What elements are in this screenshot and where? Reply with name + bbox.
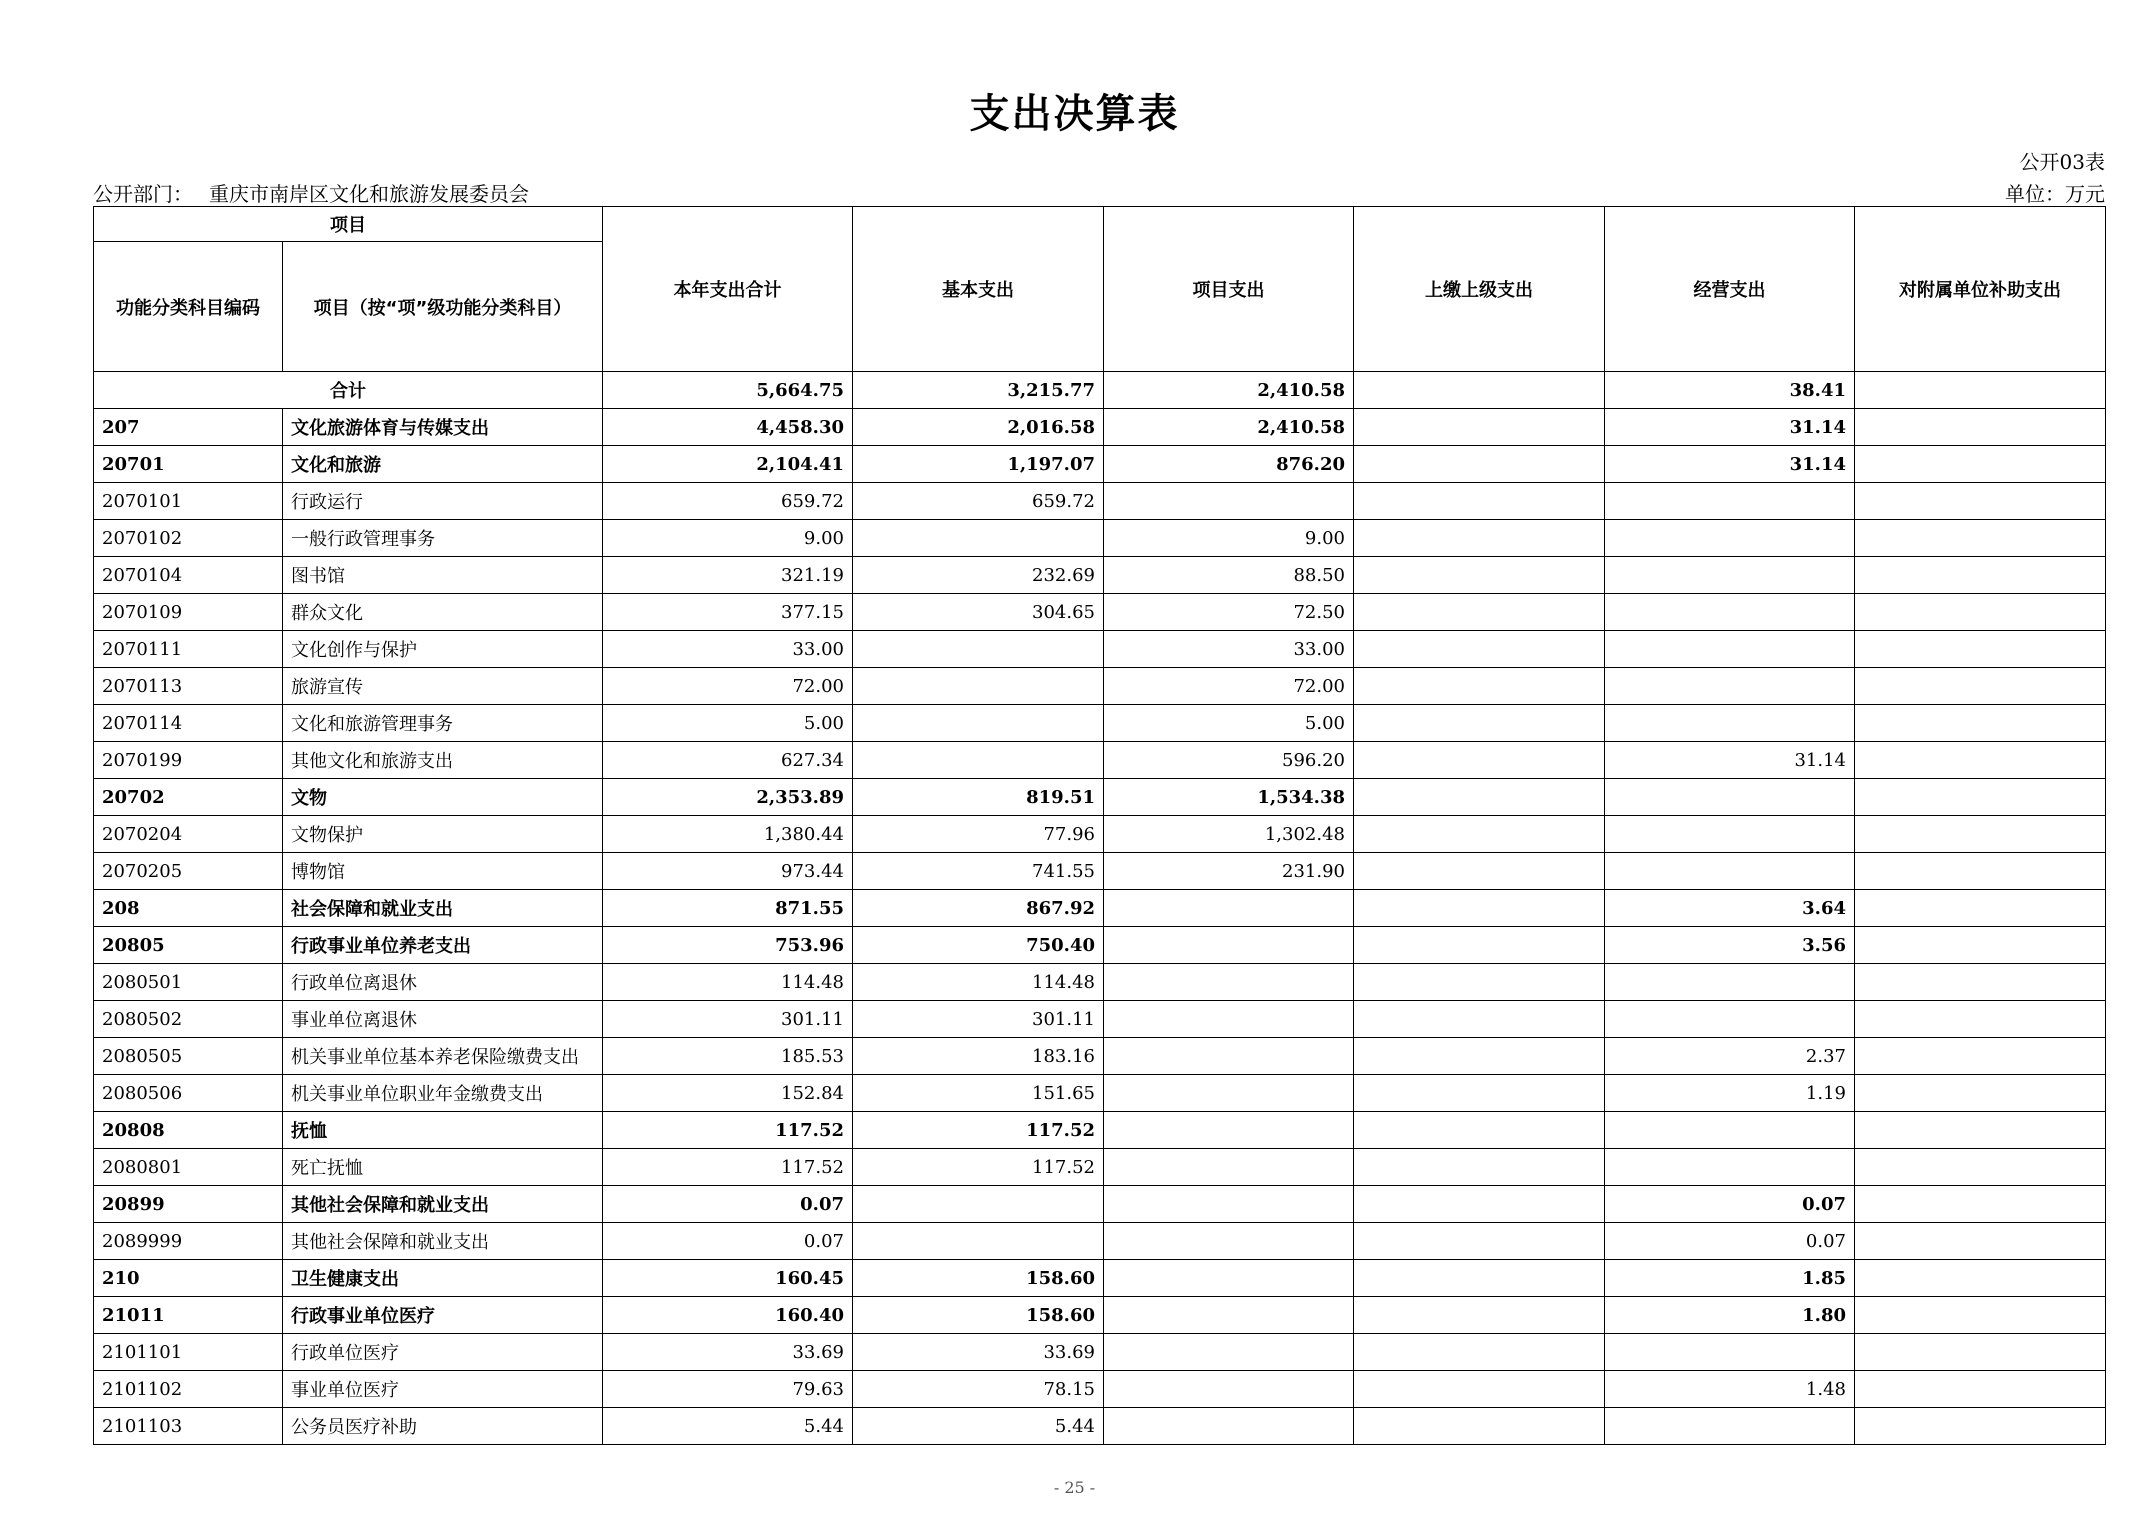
code-cell: 2080505 (94, 1038, 283, 1075)
table-row (94, 890, 2106, 927)
subsidy-cell (1855, 1334, 2106, 1371)
table-row (94, 779, 2106, 816)
total-cell: 5.44 (603, 1408, 853, 1445)
total-cell: 185.53 (603, 1038, 853, 1075)
total-cell: 72.00 (603, 668, 853, 705)
total-cell: 301.11 (603, 1001, 853, 1038)
name-cell: 其他文化和旅游支出 (283, 742, 603, 779)
basic-cell: 33.69 (853, 1334, 1104, 1371)
name-cell: 文物保护 (283, 816, 603, 853)
business-cell (1605, 816, 1855, 853)
business-cell (1605, 1334, 1855, 1371)
code-cell: 20808 (94, 1112, 283, 1149)
total-cell: 117.52 (603, 1149, 853, 1186)
business-cell: 3.56 (1605, 927, 1855, 964)
total-cell: 4,458.30 (603, 409, 853, 446)
code-cell: 2070114 (94, 705, 283, 742)
business-cell: 31.14 (1605, 446, 1855, 483)
project-cell (1104, 1001, 1354, 1038)
name-cell: 其他社会保障和就业支出 (283, 1223, 603, 1260)
remit-cell (1354, 1408, 1605, 1445)
expenditure-table (93, 206, 2106, 1445)
subsidy-cell (1855, 1408, 2106, 1445)
header-code: 功能分类科目编码 (94, 242, 283, 372)
basic-cell: 741.55 (853, 853, 1104, 890)
name-cell: 博物馆 (283, 853, 603, 890)
department-line (93, 178, 529, 207)
subsidy-cell (1855, 705, 2106, 742)
code-cell: 20899 (94, 1186, 283, 1223)
remit-cell (1354, 520, 1605, 557)
remit-cell (1354, 853, 1605, 890)
project-cell: 9.00 (1104, 520, 1354, 557)
name-cell: 文化和旅游管理事务 (283, 705, 603, 742)
name-cell: 其他社会保障和就业支出 (283, 1186, 603, 1223)
code-cell: 2101103 (94, 1408, 283, 1445)
table-row (94, 1297, 2106, 1334)
total-cell: 117.52 (603, 1112, 853, 1149)
department-name: 重庆市南岸区文化和旅游发展委员会 (209, 182, 529, 206)
project-cell (1104, 1075, 1354, 1112)
code-cell: 2080801 (94, 1149, 283, 1186)
subsidy-cell (1855, 1149, 2106, 1186)
name-cell: 社会保障和就业支出 (283, 890, 603, 927)
subsidy-cell (1855, 557, 2106, 594)
name-cell: 旅游宣传 (283, 668, 603, 705)
remit-cell (1354, 1371, 1605, 1408)
total-cell: 2,353.89 (603, 779, 853, 816)
subsidy-cell (1855, 1223, 2106, 1260)
remit-cell (1354, 1112, 1605, 1149)
subsidy-cell (1855, 853, 2106, 890)
basic-cell: 158.60 (853, 1260, 1104, 1297)
subsidy-cell (1855, 594, 2106, 631)
basic-cell: 304.65 (853, 594, 1104, 631)
basic-cell: 158.60 (853, 1297, 1104, 1334)
table-row (94, 1149, 2106, 1186)
basic-cell (853, 742, 1104, 779)
subsidy-cell (1855, 409, 2106, 446)
basic-cell (853, 668, 1104, 705)
table-row (94, 1223, 2106, 1260)
remit-cell (1354, 742, 1605, 779)
subsidy-cell (1855, 964, 2106, 1001)
total-cell: 377.15 (603, 594, 853, 631)
total-cell: 2,104.41 (603, 446, 853, 483)
basic-cell: 77.96 (853, 816, 1104, 853)
table-row (94, 853, 2106, 890)
project-cell (1104, 964, 1354, 1001)
code-cell: 2101101 (94, 1334, 283, 1371)
total-label: 合计 (94, 372, 603, 409)
remit-cell (1354, 816, 1605, 853)
business-cell (1605, 964, 1855, 1001)
header-remit: 上缴上级支出 (1354, 207, 1605, 372)
project-cell: 1,302.48 (1104, 816, 1354, 853)
code-cell: 20701 (94, 446, 283, 483)
business-cell: 3.64 (1605, 890, 1855, 927)
code-cell: 2080506 (94, 1075, 283, 1112)
total-cell: 33.69 (603, 1334, 853, 1371)
subsidy-cell (1855, 890, 2106, 927)
table-row (94, 964, 2106, 1001)
table-row (94, 520, 2106, 557)
business-cell (1605, 668, 1855, 705)
remit-cell (1354, 1038, 1605, 1075)
table-row (94, 705, 2106, 742)
name-cell: 卫生健康支出 (283, 1260, 603, 1297)
project-cell (1104, 1223, 1354, 1260)
total-cell: 114.48 (603, 964, 853, 1001)
code-cell: 2070109 (94, 594, 283, 631)
header-total: 本年支出合计 (603, 207, 853, 372)
table-row (94, 557, 2106, 594)
project-cell: 88.50 (1104, 557, 1354, 594)
name-cell: 文化创作与保护 (283, 631, 603, 668)
business-cell: 0.07 (1605, 1186, 1855, 1223)
code-cell: 210 (94, 1260, 283, 1297)
business-cell: 1.85 (1605, 1260, 1855, 1297)
header-project: 项目 (94, 207, 603, 242)
total-cell: 0.07 (603, 1186, 853, 1223)
table-row (94, 1001, 2106, 1038)
project-cell (1104, 1112, 1354, 1149)
total-row (94, 372, 2106, 409)
table-row (94, 668, 2106, 705)
header-name: 项目（按“项”级功能分类科目） (283, 242, 603, 372)
business-cell (1605, 1112, 1855, 1149)
code-cell: 2080502 (94, 1001, 283, 1038)
remit-cell (1354, 927, 1605, 964)
project-cell (1104, 1334, 1354, 1371)
basic-cell: 5.44 (853, 1408, 1104, 1445)
code-cell: 20702 (94, 779, 283, 816)
business-cell: 38.41 (1605, 372, 1855, 409)
table-row (94, 1038, 2106, 1075)
remit-cell (1354, 1001, 1605, 1038)
remit-cell (1354, 446, 1605, 483)
project-cell (1104, 1186, 1354, 1223)
remit-cell (1354, 594, 1605, 631)
basic-cell: 1,197.07 (853, 446, 1104, 483)
subsidy-cell (1855, 779, 2106, 816)
table-row (94, 409, 2106, 446)
basic-cell: 659.72 (853, 483, 1104, 520)
subsidy-cell (1855, 816, 2106, 853)
table-row (94, 1112, 2106, 1149)
total-cell: 79.63 (603, 1371, 853, 1408)
header-basic: 基本支出 (853, 207, 1104, 372)
subsidy-cell (1855, 742, 2106, 779)
subsidy-cell (1855, 1038, 2106, 1075)
project-cell: 72.00 (1104, 668, 1354, 705)
basic-cell (853, 1223, 1104, 1260)
basic-cell: 78.15 (853, 1371, 1104, 1408)
name-cell: 机关事业单位基本养老保险缴费支出 (283, 1038, 603, 1075)
project-cell: 33.00 (1104, 631, 1354, 668)
business-cell: 31.14 (1605, 409, 1855, 446)
name-cell: 行政单位离退休 (283, 964, 603, 1001)
name-cell: 行政事业单位养老支出 (283, 927, 603, 964)
name-cell: 行政运行 (283, 483, 603, 520)
basic-cell: 3,215.77 (853, 372, 1104, 409)
project-cell (1104, 1371, 1354, 1408)
total-cell: 753.96 (603, 927, 853, 964)
remit-cell (1354, 631, 1605, 668)
code-cell: 2101102 (94, 1371, 283, 1408)
project-cell: 5.00 (1104, 705, 1354, 742)
business-cell: 1.48 (1605, 1371, 1855, 1408)
remit-cell (1354, 1149, 1605, 1186)
name-cell: 事业单位离退休 (283, 1001, 603, 1038)
basic-cell: 2,016.58 (853, 409, 1104, 446)
basic-cell (853, 705, 1104, 742)
subsidy-cell (1855, 520, 2106, 557)
project-cell: 876.20 (1104, 446, 1354, 483)
table-row (94, 1260, 2106, 1297)
total-cell: 9.00 (603, 520, 853, 557)
project-cell (1104, 1149, 1354, 1186)
basic-cell: 151.65 (853, 1075, 1104, 1112)
table-row (94, 1408, 2106, 1445)
table-row (94, 927, 2106, 964)
basic-cell (853, 631, 1104, 668)
total-cell: 33.00 (603, 631, 853, 668)
report-title: 支出决算表 (969, 91, 1180, 137)
business-cell (1605, 705, 1855, 742)
subsidy-cell (1855, 372, 2106, 409)
business-cell: 1.19 (1605, 1075, 1855, 1112)
header-subsidy: 对附属单位补助支出 (1855, 207, 2106, 372)
remit-cell (1354, 409, 1605, 446)
total-cell: 5,664.75 (603, 372, 853, 409)
name-cell: 图书馆 (283, 557, 603, 594)
remit-cell (1354, 1297, 1605, 1334)
project-cell: 596.20 (1104, 742, 1354, 779)
remit-cell (1354, 1334, 1605, 1371)
page-number: - 25 - (1053, 1478, 1096, 1497)
basic-cell: 114.48 (853, 964, 1104, 1001)
name-cell: 公务员医疗补助 (283, 1408, 603, 1445)
subsidy-cell (1855, 668, 2106, 705)
business-cell (1605, 520, 1855, 557)
table-row (94, 742, 2106, 779)
basic-cell: 867.92 (853, 890, 1104, 927)
subsidy-cell (1855, 927, 2106, 964)
total-cell: 627.34 (603, 742, 853, 779)
business-cell (1605, 557, 1855, 594)
project-cell: 2,410.58 (1104, 409, 1354, 446)
table-row (94, 1334, 2106, 1371)
business-cell (1605, 779, 1855, 816)
table-row (94, 446, 2106, 483)
business-cell: 2.37 (1605, 1038, 1855, 1075)
name-cell: 死亡抚恤 (283, 1149, 603, 1186)
code-cell: 21011 (94, 1297, 283, 1334)
business-cell: 31.14 (1605, 742, 1855, 779)
basic-cell: 301.11 (853, 1001, 1104, 1038)
remit-cell (1354, 1075, 1605, 1112)
name-cell: 文化旅游体育与传媒支出 (283, 409, 603, 446)
remit-cell (1354, 668, 1605, 705)
remit-cell (1354, 890, 1605, 927)
header-project-expenditure: 项目支出 (1104, 207, 1354, 372)
remit-cell (1354, 705, 1605, 742)
unit-label: 单位：万元 (2005, 182, 2105, 206)
business-cell (1605, 631, 1855, 668)
basic-cell: 750.40 (853, 927, 1104, 964)
code-cell: 2089999 (94, 1223, 283, 1260)
remit-cell (1354, 1260, 1605, 1297)
name-cell: 行政事业单位医疗 (283, 1297, 603, 1334)
code-cell: 20805 (94, 927, 283, 964)
table-row (94, 631, 2106, 668)
project-cell (1104, 1297, 1354, 1334)
total-cell: 152.84 (603, 1075, 853, 1112)
project-cell: 2,410.58 (1104, 372, 1354, 409)
code-cell: 2070204 (94, 816, 283, 853)
basic-cell: 117.52 (853, 1112, 1104, 1149)
table-row (94, 483, 2106, 520)
project-cell (1104, 483, 1354, 520)
project-cell: 1,534.38 (1104, 779, 1354, 816)
project-cell: 231.90 (1104, 853, 1354, 890)
table-row (94, 816, 2106, 853)
basic-cell: 232.69 (853, 557, 1104, 594)
name-cell: 抚恤 (283, 1112, 603, 1149)
total-cell: 5.00 (603, 705, 853, 742)
code-cell: 2070111 (94, 631, 283, 668)
code-cell: 2070102 (94, 520, 283, 557)
code-cell: 2070113 (94, 668, 283, 705)
name-cell: 事业单位医疗 (283, 1371, 603, 1408)
subsidy-cell (1855, 1371, 2106, 1408)
project-cell (1104, 1038, 1354, 1075)
project-cell (1104, 890, 1354, 927)
total-cell: 1,380.44 (603, 816, 853, 853)
name-cell: 机关事业单位职业年金缴费支出 (283, 1075, 603, 1112)
form-code: 公开03表 (2019, 150, 2105, 174)
table-row (94, 1186, 2106, 1223)
business-cell (1605, 1408, 1855, 1445)
business-cell: 1.80 (1605, 1297, 1855, 1334)
table-row (94, 594, 2106, 631)
name-cell: 群众文化 (283, 594, 603, 631)
total-cell: 0.07 (603, 1223, 853, 1260)
total-cell: 659.72 (603, 483, 853, 520)
business-cell: 0.07 (1605, 1223, 1855, 1260)
remit-cell (1354, 964, 1605, 1001)
code-cell: 2070101 (94, 483, 283, 520)
subsidy-cell (1855, 1112, 2106, 1149)
subsidy-cell (1855, 1075, 2106, 1112)
total-cell: 973.44 (603, 853, 853, 890)
total-cell: 160.45 (603, 1260, 853, 1297)
remit-cell (1354, 372, 1605, 409)
header-business: 经营支出 (1605, 207, 1855, 372)
project-cell (1104, 1408, 1354, 1445)
code-cell: 208 (94, 890, 283, 927)
subsidy-cell (1855, 631, 2106, 668)
subsidy-cell (1855, 1260, 2106, 1297)
code-cell: 2070104 (94, 557, 283, 594)
subsidy-cell (1855, 446, 2106, 483)
code-cell: 2070205 (94, 853, 283, 890)
remit-cell (1354, 1223, 1605, 1260)
business-cell (1605, 1001, 1855, 1038)
name-cell: 文物 (283, 779, 603, 816)
code-cell: 2080501 (94, 964, 283, 1001)
business-cell (1605, 483, 1855, 520)
remit-cell (1354, 1186, 1605, 1223)
name-cell: 文化和旅游 (283, 446, 603, 483)
code-cell: 207 (94, 409, 283, 446)
business-cell (1605, 594, 1855, 631)
basic-cell: 183.16 (853, 1038, 1104, 1075)
table-row (94, 1371, 2106, 1408)
project-cell: 72.50 (1104, 594, 1354, 631)
code-cell: 2070199 (94, 742, 283, 779)
business-cell (1605, 1149, 1855, 1186)
name-cell: 行政单位医疗 (283, 1334, 603, 1371)
name-cell: 一般行政管理事务 (283, 520, 603, 557)
subsidy-cell (1855, 1297, 2106, 1334)
remit-cell (1354, 557, 1605, 594)
total-cell: 160.40 (603, 1297, 853, 1334)
basic-cell (853, 520, 1104, 557)
business-cell (1605, 853, 1855, 890)
remit-cell (1354, 779, 1605, 816)
basic-cell: 117.52 (853, 1149, 1104, 1186)
subsidy-cell (1855, 1001, 2106, 1038)
subsidy-cell (1855, 1186, 2106, 1223)
basic-cell: 819.51 (853, 779, 1104, 816)
subsidy-cell (1855, 483, 2106, 520)
table-row (94, 1075, 2106, 1112)
project-cell (1104, 927, 1354, 964)
total-cell: 321.19 (603, 557, 853, 594)
department-label: 公开部门： (93, 182, 193, 206)
project-cell (1104, 1260, 1354, 1297)
remit-cell (1354, 483, 1605, 520)
total-cell: 871.55 (603, 890, 853, 927)
basic-cell (853, 1186, 1104, 1223)
